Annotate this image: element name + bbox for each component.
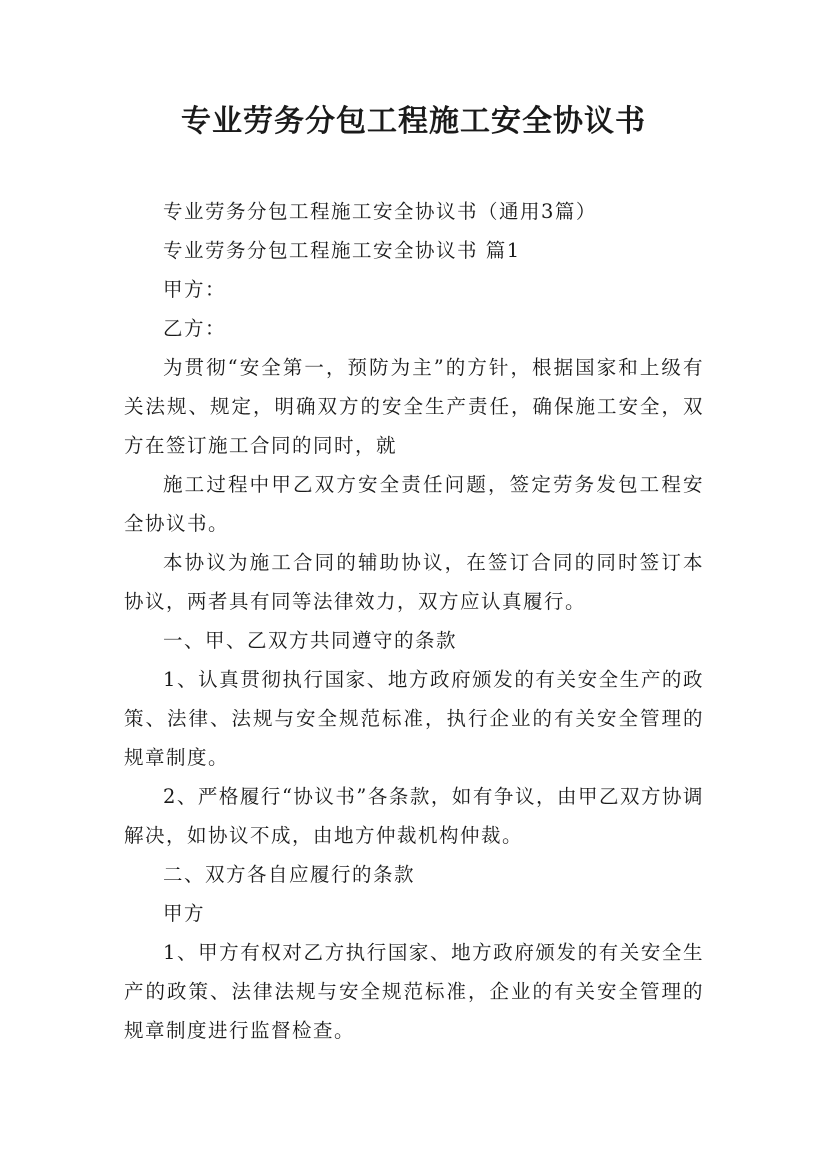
paragraph-section-heading: 专业劳务分包工程施工安全协议书 篇1 <box>163 239 521 262</box>
paragraph: 本协议为施工合同的辅助协议，在签订合同的同时签订本协议，两者具有同等法律效力，双方应认真履行。 <box>124 551 704 613</box>
paragraph: 1、认真贯彻执行国家、地方政府颁发的有关安全生产的政策、法律、法规与安全规范标准，执行企业的有关安全管理的规章制度。 <box>124 668 704 769</box>
paragraph-subtitle: 专业劳务分包工程施工安全协议书（通用3篇） <box>163 200 597 223</box>
paragraph-party-a: 甲方： <box>163 278 227 301</box>
document-body <box>124 192 704 1050</box>
paragraph-party-label: 甲方 <box>163 902 206 925</box>
paragraph: 为贯彻“安全第一，预防为主”的方针，根据国家和上级有关法规、规定，明确双方的安全生产责任，确保施工安全，双方在签订施工合同的同时，就 <box>124 356 704 457</box>
paragraph-clause-heading: 二、双方各自应履行的条款 <box>163 863 416 886</box>
paragraph: 1、甲方有权对乙方执行国家、地方政府颁发的有关安全生产的政策、法律法规与安全规范标准，企业的有关安全管理的规章制度进行监督检查。 <box>124 941 704 1042</box>
paragraph-party-b: 乙方： <box>163 317 227 340</box>
paragraph: 施工过程中甲乙双方安全责任问题，签定劳务发包工程安全协议书。 <box>124 473 704 535</box>
document-title: 专业劳务分包工程施工安全协议书 <box>181 104 646 139</box>
paragraph: 2、严格履行“协议书”各条款，如有争议，由甲乙双方协调解决，如协议不成，由地方仲裁机构仲裁。 <box>124 785 704 847</box>
paragraph-clause-heading: 一、甲、乙双方共同遵守的条款 <box>163 629 458 652</box>
